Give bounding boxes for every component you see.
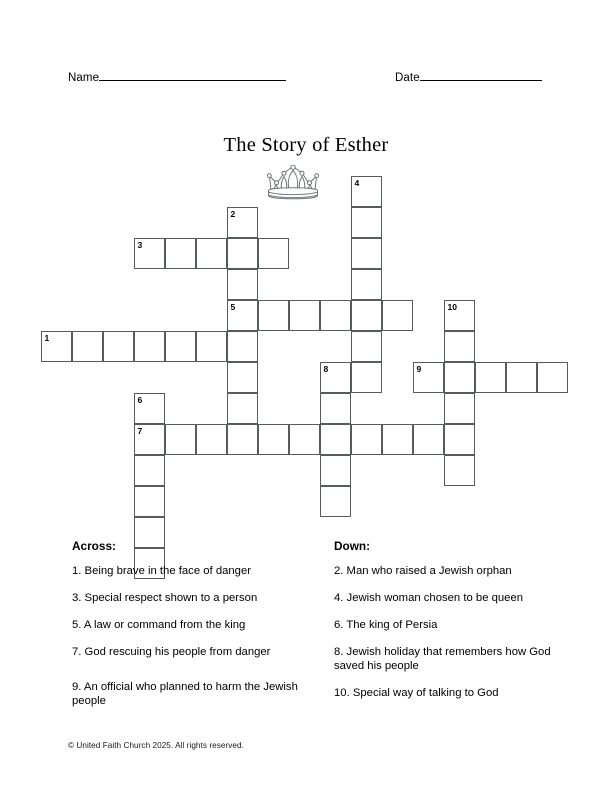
- crossword-cell[interactable]: [320, 486, 351, 517]
- cell-number: 9: [416, 363, 422, 374]
- crossword-cell[interactable]: [475, 362, 506, 393]
- copyright-footer: © United Faith Church 2025. All rights reserved.: [68, 741, 244, 750]
- crossword-cell-numbered-7[interactable]: [134, 424, 165, 455]
- crossword-cell-numbered-9[interactable]: [413, 362, 444, 393]
- down-clue-2: 2. Man who raised a Jewish orphan: [334, 565, 512, 577]
- crossword-cell-numbered-2[interactable]: [227, 207, 258, 238]
- crossword-cell[interactable]: [444, 424, 475, 455]
- crossword-cell[interactable]: [134, 331, 165, 362]
- cell-number: 7: [137, 425, 143, 436]
- crossword-cell[interactable]: [351, 331, 382, 362]
- crossword-cell[interactable]: [320, 424, 351, 455]
- crossword-cell-numbered-10[interactable]: [444, 300, 475, 331]
- crossword-cell[interactable]: [351, 238, 382, 269]
- crossword-cell[interactable]: [227, 269, 258, 300]
- cell-number: 10: [447, 301, 457, 312]
- crossword-cell[interactable]: [258, 300, 289, 331]
- across-clue-7: 7. God rescuing his people from danger: [72, 646, 271, 658]
- cell-number: 1: [44, 332, 50, 343]
- cell-number: 6: [137, 394, 143, 405]
- crossword-cell[interactable]: [134, 455, 165, 486]
- crossword-cell[interactable]: [320, 455, 351, 486]
- cell-number: 4: [354, 177, 360, 188]
- crossword-cell[interactable]: [289, 424, 320, 455]
- name-label: Name: [68, 72, 100, 84]
- crossword-cell[interactable]: [351, 424, 382, 455]
- date-label: Date: [395, 72, 420, 84]
- crossword-cell[interactable]: [506, 362, 537, 393]
- crossword-cell-numbered-4[interactable]: [351, 176, 382, 207]
- crossword-cell[interactable]: [444, 455, 475, 486]
- crossword-cell[interactable]: [289, 300, 320, 331]
- crossword-cell[interactable]: [227, 362, 258, 393]
- crossword-cell[interactable]: [227, 424, 258, 455]
- crossword-cell[interactable]: [227, 393, 258, 424]
- crossword-cell[interactable]: [382, 300, 413, 331]
- down-clue-10: 10. Special way of talking to God: [334, 687, 499, 699]
- crossword-cell[interactable]: [165, 424, 196, 455]
- crossword-cell[interactable]: [320, 300, 351, 331]
- page-title: The Story of Esther: [223, 134, 389, 156]
- crossword-cell-numbered-3[interactable]: [134, 238, 165, 269]
- crossword-cell[interactable]: [258, 424, 289, 455]
- crossword-cell-numbered-5[interactable]: [227, 300, 258, 331]
- crossword-cell-numbered-8[interactable]: [320, 362, 351, 393]
- across-clue-5: 5. A law or command from the king: [72, 619, 246, 631]
- crossword-cell[interactable]: [196, 238, 227, 269]
- crossword-cell[interactable]: [537, 362, 568, 393]
- crossword-cell[interactable]: [444, 393, 475, 424]
- crossword-cell[interactable]: [320, 393, 351, 424]
- crossword-cell[interactable]: [196, 424, 227, 455]
- crossword-cell[interactable]: [103, 331, 134, 362]
- crossword-cell-numbered-1[interactable]: [41, 331, 72, 362]
- across-clue-9: 9. An official who planned to harm the Jewish people: [72, 681, 298, 707]
- cell-number: 2: [230, 208, 236, 219]
- crossword-cell[interactable]: [444, 331, 475, 362]
- crossword-cell[interactable]: [351, 269, 382, 300]
- cell-number: 5: [230, 301, 236, 312]
- crossword-cell[interactable]: [258, 238, 289, 269]
- crossword-cell[interactable]: [227, 331, 258, 362]
- across-clue-3: 3. Special respect shown to a person: [72, 592, 258, 604]
- cell-number: 3: [137, 239, 143, 250]
- crossword-cell[interactable]: [134, 486, 165, 517]
- cell-number: 8: [323, 363, 329, 374]
- across-heading: Across:: [72, 539, 116, 553]
- down-clue-6: 6. The king of Persia: [334, 619, 438, 631]
- down-clue-8: 8. Jewish holiday that remembers how God saved his people: [334, 646, 551, 672]
- crossword-cell-numbered-6[interactable]: [134, 393, 165, 424]
- crossword-cell[interactable]: [351, 207, 382, 238]
- crossword-cell[interactable]: [196, 331, 227, 362]
- across-clue-list: [72, 539, 312, 721]
- crossword-cell[interactable]: [351, 362, 382, 393]
- crossword-cell[interactable]: [351, 300, 382, 331]
- crossword-cell[interactable]: [227, 238, 258, 269]
- down-clue-list: [334, 539, 572, 713]
- crossword-cell[interactable]: [165, 331, 196, 362]
- down-clue-4: 4. Jewish woman chosen to be queen: [334, 592, 524, 604]
- down-heading: Down:: [334, 539, 371, 553]
- crossword-cell[interactable]: [413, 424, 444, 455]
- crossword-cell[interactable]: [72, 331, 103, 362]
- crossword-cell[interactable]: [444, 362, 475, 393]
- crossword-cell[interactable]: [165, 238, 196, 269]
- across-clue-1: 1. Being brave in the face of danger: [72, 565, 251, 577]
- crossword-cell[interactable]: [382, 424, 413, 455]
